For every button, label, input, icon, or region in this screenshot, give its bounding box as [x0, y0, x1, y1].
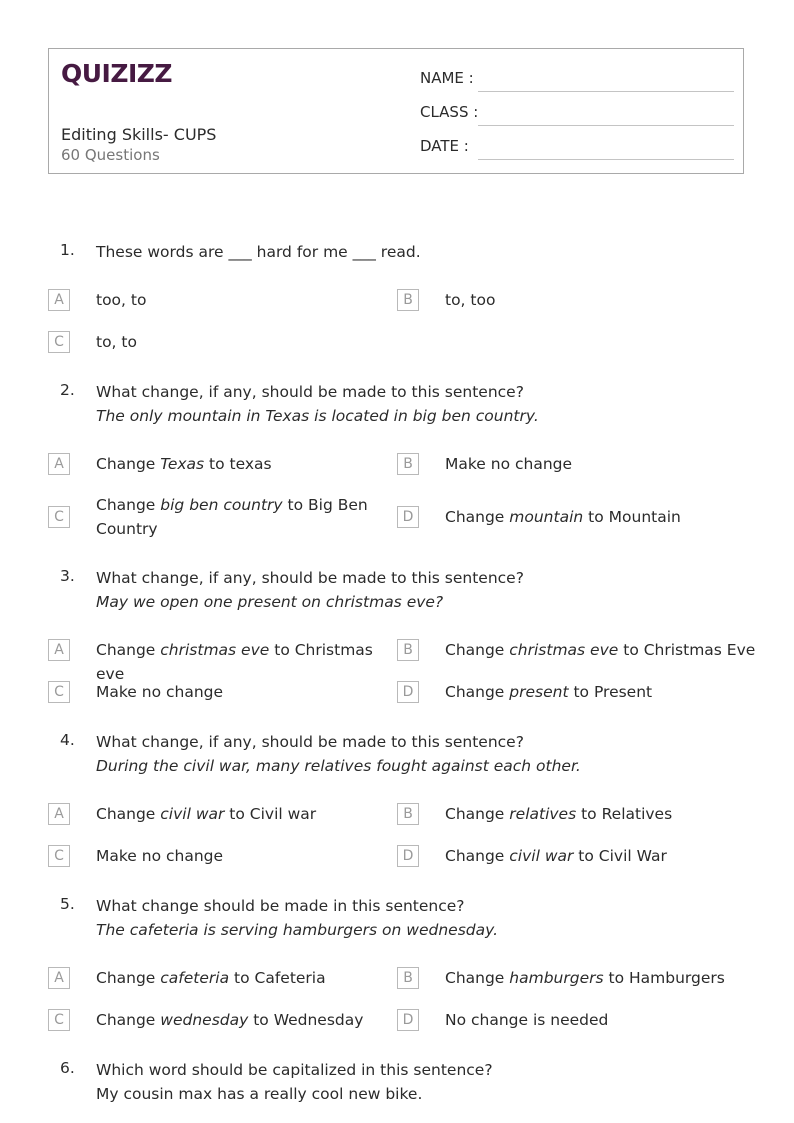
option-letter-box: B	[397, 803, 419, 825]
class-field[interactable]	[420, 103, 734, 127]
option-text: Change christmas eve to Christmas Eve	[445, 641, 756, 659]
option-text: Change mountain to Mountain	[445, 508, 681, 526]
option-text: No change is needed	[445, 1011, 609, 1029]
option-letter-box: C	[48, 1009, 70, 1031]
question-number: 4.	[60, 731, 75, 749]
question-text	[96, 380, 736, 428]
option-letter-box: C	[48, 681, 70, 703]
option-letter-box: B	[397, 453, 419, 475]
option-text: too, to	[96, 291, 147, 309]
option-text: to, to	[96, 333, 137, 351]
question-prompt: What change should be made in this sentence?	[96, 897, 465, 915]
option-letter-box: C	[48, 331, 70, 353]
option-letter-box: C	[48, 845, 70, 867]
option-letter-box: A	[48, 967, 70, 989]
option-text: to, too	[445, 291, 496, 309]
option-letter-box: D	[397, 845, 419, 867]
option-letter-box: D	[397, 506, 419, 528]
option-text: Make no change	[96, 683, 224, 701]
option-text: Change christmas eve to Christmas eve	[96, 641, 373, 683]
question-count: 60 Questions	[61, 146, 160, 164]
question-text	[96, 566, 736, 614]
option-letter-box: B	[397, 639, 419, 661]
option-text: Change civil war to Civil War	[445, 847, 667, 865]
option-text: Change relatives to Relatives	[445, 805, 673, 823]
option-letter-box: A	[48, 639, 70, 661]
question-number: 5.	[60, 895, 75, 913]
question-sentence: My cousin max has a really cool new bike.	[96, 1085, 423, 1103]
question-sentence: During the civil war, many relatives fought against each other.	[96, 757, 581, 775]
question-text	[96, 730, 736, 778]
question-prompt: What change, if any, should be made to this sentence?	[96, 383, 524, 401]
question-prompt: These words are ___ hard for me ___ read.	[96, 243, 421, 261]
question-sentence: The cafeteria is serving hamburgers on wednesday.	[96, 921, 499, 939]
question-prompt: What change, if any, should be made to this sentence?	[96, 733, 524, 751]
question-prompt: What change, if any, should be made to this sentence?	[96, 569, 524, 587]
option-text: Change civil war to Civil war	[96, 805, 317, 823]
option-text: Change Texas to texas	[96, 455, 272, 473]
question-number: 1.	[60, 241, 75, 259]
name-field[interactable]	[420, 69, 734, 93]
option-text: Change wednesday to Wednesday	[96, 1011, 364, 1029]
worksheet-header	[48, 48, 744, 174]
question-text	[96, 894, 736, 942]
question-number: 6.	[60, 1059, 75, 1077]
name-line	[478, 91, 734, 92]
option-letter-box: D	[397, 681, 419, 703]
question-text	[96, 1058, 736, 1106]
date-field[interactable]	[420, 137, 734, 161]
option-text: Make no change	[445, 455, 573, 473]
question-number: 2.	[60, 381, 75, 399]
option-text: Make no change	[96, 847, 224, 865]
question-number: 3.	[60, 567, 75, 585]
worksheet-title: Editing Skills- CUPS	[61, 125, 217, 144]
quizizz-logo: QUIZIZZ	[61, 59, 173, 88]
class-label: CLASS :	[420, 103, 479, 121]
option-letter-box: A	[48, 803, 70, 825]
question-sentence: The only mountain in Texas is located in big ben country.	[96, 407, 539, 425]
option-letter-box: B	[397, 289, 419, 311]
question-text	[96, 240, 736, 264]
question-sentence: May we open one present on christmas eve?	[96, 593, 444, 611]
option-text: Change present to Present	[445, 683, 653, 701]
class-line	[478, 125, 734, 126]
option-letter-box: B	[397, 967, 419, 989]
option-letter-box: A	[48, 453, 70, 475]
option-letter-box: C	[48, 506, 70, 528]
option-text: Change big ben country to Big Ben Country	[96, 496, 368, 538]
option-letter-box: D	[397, 1009, 419, 1031]
date-line	[478, 159, 734, 160]
date-label: DATE :	[420, 137, 469, 155]
option-text: Change cafeteria to Cafeteria	[96, 969, 326, 987]
name-label: NAME :	[420, 69, 474, 87]
question-prompt: Which word should be capitalized in this sentence?	[96, 1061, 493, 1079]
option-letter-box: A	[48, 289, 70, 311]
option-text: Change hamburgers to Hamburgers	[445, 969, 725, 987]
